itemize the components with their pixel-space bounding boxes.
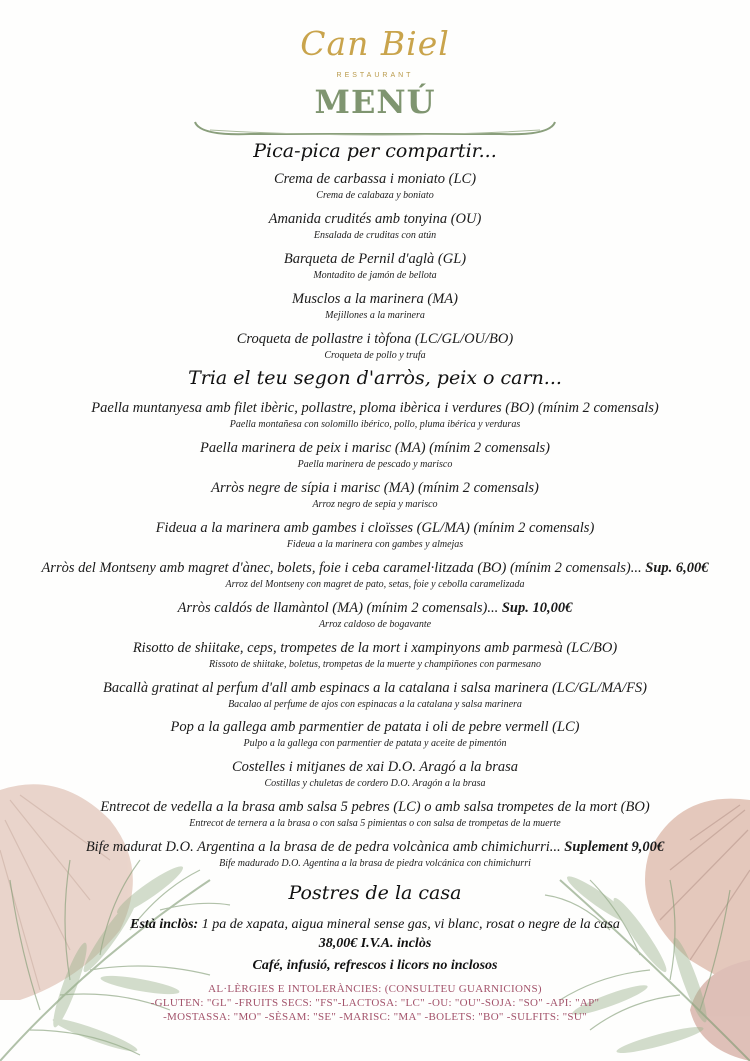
dish-translation: Bife madurado D.O. Agentina a la brasa de piedra volcánica con chimichurri (219, 858, 531, 869)
dish-translation: Arroz caldoso de bogavante (318, 619, 432, 630)
dish-translation: Costillas y chuletas de cordero D.O. Aragón a la brasa (264, 778, 486, 789)
dish-name: Arròs del Montseny amb magret d'ànec, bolets, foie i ceba caramel·litzada (BO) (mínim 2 comensals)... Sup. 6,00€ (41, 560, 709, 576)
allergens-line: -GLUTEN: "GL" -FRUITS SECS: "FS"-LACTOSA: "LC" -OU: "OU"-SOJA: "SO" -API: "AP" (150, 997, 600, 1009)
dish-name: Croqueta de pollastre i tòfona (LC/GL/OU/BO) (236, 331, 514, 347)
menu-item (0, 758, 750, 790)
dish-name: Barqueta de Pernil d'aglà (GL) (283, 251, 467, 267)
dish-translation: Ensalada de cruditas con atún (313, 230, 437, 241)
dish-translation: Rissoto de shiitake, boletus, trompetas de la muerte y champiñones con parmesano (208, 659, 542, 670)
dish-name: Paella muntanyesa amb filet ibèric, pollastre, ploma ibèrica i verdures (BO) (mínim 2 comensals) (91, 400, 659, 416)
included-text: 1 pa de xapata, aigua mineral sense gas, vi blanc, rosat o negre de la casa (198, 917, 620, 932)
dish-name: Risotto de shiitake, ceps, trompetes de la mort i xampinyons amb parmesà (LC/BO) (132, 640, 618, 656)
not-included-line: Café, infusió, refrescos i licors no inclosos (252, 958, 498, 973)
menu-item (0, 170, 750, 202)
menu-item (0, 559, 750, 591)
menu-item (0, 519, 750, 551)
dish-translation: Croqueta de pollo y trufa (324, 350, 426, 361)
dish-name: Bacallà gratinat al perfum d'all amb espinacs a la catalana i salsa marinera (LC/GL/MA/FS) (102, 680, 648, 696)
menu-price: 38,00€ I.V.A. inclòs (318, 936, 432, 951)
dish-translation: Entrecot de ternera a la brasa o con salsa 5 pimientas o con salsa de trompetas de la muerte (189, 818, 561, 829)
menu-item (0, 798, 750, 830)
dish-translation: Arroz negro de sepia y marisco (312, 499, 438, 510)
allergens-heading: AL·LÈRGIES E INTOLERÀNCIES: (CONSULTEU GUARNICIONS) (208, 983, 542, 995)
dish-name: Musclos a la marinera (MA) (292, 291, 458, 307)
menu-item (0, 479, 750, 511)
menu-item (0, 639, 750, 671)
menu-item (0, 439, 750, 471)
menu-item (0, 250, 750, 282)
menu-title: MENÚ (314, 83, 436, 121)
dish-name: Amanida crudités amb tonyina (OU) (268, 211, 482, 227)
dish-translation: Bacalao al perfume de ajos con espinacas a la catalana y salsa marinera (228, 699, 522, 710)
dish-name: Entrecot de vedella a la brasa amb salsa 5 pebres (LC) o amb salsa trompetes de la mort (BO) (100, 799, 650, 815)
restaurant-logo: Can Biel (300, 24, 450, 63)
dish-name: Arròs caldós de llamàntol (MA) (mínim 2 comensals)... Sup. 10,00€ (177, 600, 573, 616)
section-title-mains: Tria el teu segon d'arròs, peix o carn... (188, 367, 562, 389)
restaurant-subtitle: RESTAURANT (336, 72, 414, 79)
dish-translation: Paella montañesa con solomillo ibérico, pollo, pluma ibérica y verduras (229, 419, 521, 430)
dish-translation: Pulpo a la gallega con parmentier de patata y aceite de pimentón (243, 738, 507, 749)
menu-item (0, 290, 750, 322)
title-swash-divider (190, 118, 560, 140)
allergens-line: -MOSTASSA: "MO" -SÈSAM: "SE" -MARISC: "MA" -BOLETS: "BO" -SULFITS: "SU" (163, 1011, 587, 1023)
dish-translation: Montadito de jamón de bellota (313, 270, 437, 281)
dish-translation: Mejillones a la marinera (325, 310, 425, 321)
dish-name: Pop a la gallega amb parmentier de patata i oli de pebre vermell (LC) (170, 719, 580, 735)
menu-item (0, 210, 750, 242)
supplement-price: Sup. 10,00€ (501, 600, 573, 616)
dish-translation: Paella marinera de pescado y marisco (297, 459, 453, 470)
included-label: Està inclòs: (130, 917, 199, 932)
menu-item (0, 330, 750, 362)
menu-item (0, 599, 750, 631)
menu-item (0, 838, 750, 870)
dish-name: Arròs negre de sípia i marisc (MA) (mínim 2 comensals) (211, 480, 539, 496)
menu-item (0, 399, 750, 431)
menu-item (0, 679, 750, 711)
dish-translation: Crema de calabaza y boniato (316, 190, 434, 201)
dish-name: Fideua a la marinera amb gambes i cloïsses (GL/MA) (mínim 2 comensals) (155, 520, 595, 536)
dish-name: Costelles i mitjanes de xai D.O. Aragó a la brasa (231, 759, 519, 775)
dish-name: Bife madurat D.O. Argentina a la brasa de de pedra volcànica amb chimichurri... Suplement 9,00€ (85, 839, 665, 855)
supplement-price: Suplement 9,00€ (564, 839, 665, 855)
dish-name: Paella marinera de peix i marisc (MA) (mínim 2 comensals) (200, 440, 550, 456)
menu-item (0, 718, 750, 750)
dish-translation: Arroz del Montseny con magret de pato, setas, foie y cebolla caramelizada (225, 579, 525, 590)
dish-name: Crema de carbassa i moniato (LC) (273, 171, 477, 187)
included-line (0, 916, 750, 934)
section-title-starters: Pica-pica per compartir... (253, 140, 497, 162)
dish-translation: Fideua a la marinera con gambes y almejas (286, 539, 464, 550)
section-title-desserts: Postres de la casa (288, 882, 462, 904)
supplement-price: Sup. 6,00€ (645, 560, 709, 576)
